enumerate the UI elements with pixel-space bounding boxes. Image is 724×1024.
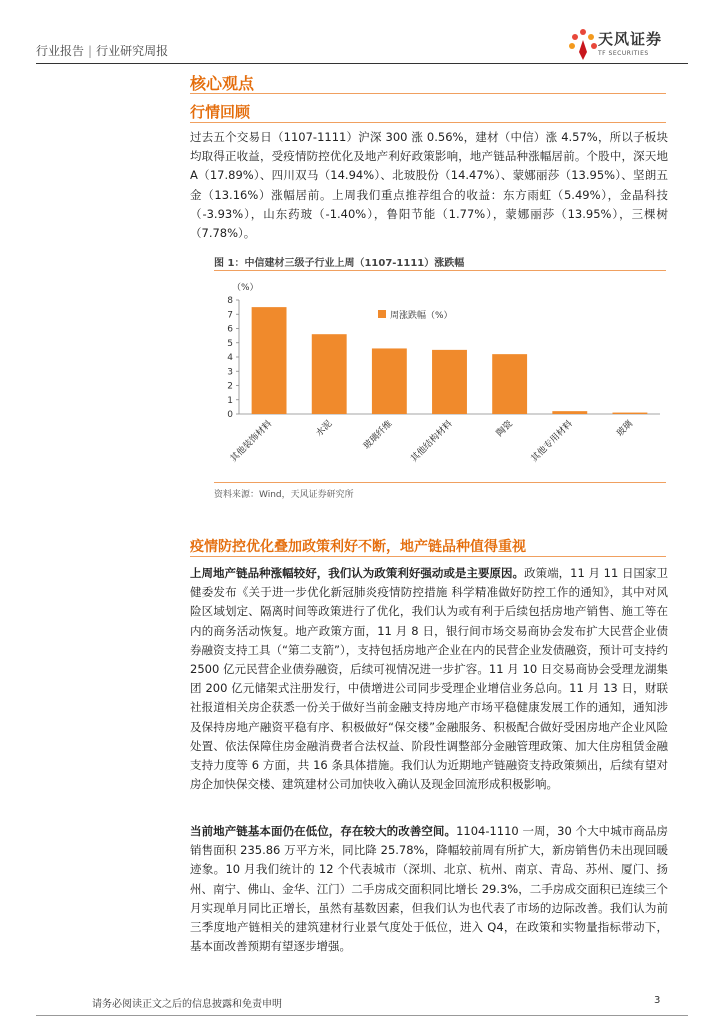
footer-disclaimer[interactable]: 请务必阅读正文之后的信息披露和免责申明 xyxy=(92,999,282,1010)
bar xyxy=(372,348,407,414)
y-tick-label: 7 xyxy=(227,310,233,321)
logo-mark-icon xyxy=(568,28,598,62)
bar xyxy=(552,411,587,414)
y-tick-label: 4 xyxy=(227,353,233,363)
fundamentals-lead: 当前地产链基本面仍在低位，存在较大的改善空间。 xyxy=(190,824,457,838)
policy-lead: 上周地产链品种涨幅较好，我们认为政策利好强动或是主要原因。 xyxy=(190,566,525,580)
header-right: 行业研究周报 xyxy=(96,44,169,58)
section-title: 疫情防控优化叠加政策利好不断，地产链品种值得重视 xyxy=(190,539,526,555)
policy-paragraph xyxy=(190,564,668,794)
chart-ylabel: （%） xyxy=(232,283,259,293)
bar xyxy=(432,350,467,414)
market-review-title: 行情回顾 xyxy=(190,103,251,121)
y-tick-label: 0 xyxy=(227,410,233,420)
header-left: 行业报告 xyxy=(36,44,85,58)
y-tick-label: 2 xyxy=(227,381,233,392)
y-tick-label: 5 xyxy=(227,338,233,349)
page-number: 3 xyxy=(654,995,661,1006)
bar xyxy=(492,354,527,414)
policy-body: 政策端，11 月 11 日国家卫健委发布《关于进一步优化新冠肺炎疫情防控措施 科学精准做好防控工作的通知》，其中对风险区域划定、隔离时间等政策进行了优化，我们认为或有利于后续包括房地产销售、施工等在内的商务活动恢复。地产政策方面，11 月 8 日，银行间市场交易商协会发布扩大民营企业债券融资支持工具（“第二支箭”），支持包括房地产企业在内的民营企业发债融资，预计可支持约 2500 亿元民营企业债券融资，后续可视情况进一步扩容。11 月 10 日交易商协会受理龙湖集团 200 亿元储架式注册发行，中债增进公司同步受理企业增信业务总向。11 月 13 日，财联社报道相关房企获悉一份关于做好当前金融支持房地产市场平稳健康发展工作的通知，通知涉及保持房地产融资平稳有序、积极做好“保交楼”金融服务、积极配合做好受困房地产企业风险处置、依法保障住房金融消费者合法权益、阶段性调整部分金融管理政策、加大住房租赁金融支持力度等 6 方面，共 16 条具体措施。我们认为近期地产链融资支持政策频出，后续有望对房企加快保交楼、建筑建材公司加快收入确认及现金回流形成积极影响。 xyxy=(190,566,669,792)
footer-rule xyxy=(36,1015,688,1016)
core-views-title: 核心观点 xyxy=(190,74,255,93)
figure-top-rule xyxy=(214,270,666,271)
report-header xyxy=(36,42,168,59)
core-title-rule xyxy=(190,93,666,94)
legend-swatch xyxy=(378,310,386,318)
y-tick-label: 6 xyxy=(227,324,233,335)
fundamentals-body: 1104-1110 一周，30 个大中城市商品房销售面积 235.86 万平方米，同比降 25.78%，降幅较前周有所扩大，新房销售仍未出现回暖迹象。10 月我们统计的 12 个代表城市（深圳、北京、杭州、南京、青岛、苏州、厦门、扬州、南宁、佛山、金华、江门）二手房成交面积同比增长 29.3%，二手房成交面积已连续三个月实现单月同比正增长，虽然有基数因素，但我们认为也代表了市场的边际改善。我们认为前三季度地产链相关的建筑建材行业景气度处于低位，进入 Q4，在政策和实物量指标带动下，基本面改善预期有望逐步增强。 xyxy=(190,824,668,954)
y-tick-label: 1 xyxy=(227,395,233,406)
bar xyxy=(612,413,647,414)
figure-bottom-rule xyxy=(214,482,666,483)
y-tick-label: 8 xyxy=(227,296,233,306)
review-title-rule xyxy=(190,122,666,123)
header-separator: | xyxy=(88,44,93,58)
logo-text-en: TF SECURITIES xyxy=(598,50,649,57)
fundamentals-paragraph xyxy=(190,822,668,956)
figure-title: 图 1：中信建材三级子行业上周（1107-1111）涨跌幅 xyxy=(214,258,465,269)
company-logo xyxy=(568,26,708,66)
x-tick-label: 玻璃纤维 xyxy=(361,419,395,452)
figure-source: 资料来源：Wind，天风证券研究所 xyxy=(214,490,354,500)
chart-legend: 周涨跌幅（%） xyxy=(390,311,453,321)
x-tick-label: 其他专用材料 xyxy=(529,419,575,465)
y-tick-label: 3 xyxy=(227,367,233,378)
section-title-rule xyxy=(190,556,666,557)
x-tick-label: 陶瓷 xyxy=(494,419,515,439)
market-review-paragraph: 过去五个交易日（1107-1111）沪深 300 涨 0.56%，建材（中信）涨 4.57%，所以子板块均取得正收益，受疫情防控优化及地产利好政策影响，地产链品种涨幅居前。个股中，深天地 A（17.89%）、四川双马（14.94%）、北玻股份（14.47%）、蒙娜丽莎（13.95%）、坚朗五金（13.16%）涨幅居前。上周我们重点推荐组合的收益：东方雨虹（5.49%），金晶科技（-3.93%），山东药玻（-1.40%），鲁阳节能（1.77%），蒙娜丽莎（13.95%），三棵树（7.78%）。 xyxy=(190,130,668,241)
x-tick-label: 水泥 xyxy=(314,419,335,439)
x-tick-label: 玻璃 xyxy=(615,419,636,439)
header-rule xyxy=(36,63,688,64)
bar-chart xyxy=(214,278,666,478)
x-tick-label: 其他装饰材料 xyxy=(228,419,275,465)
bar xyxy=(252,307,287,414)
bar xyxy=(312,334,347,414)
logo-text: 天风证券 xyxy=(598,30,663,48)
x-tick-label: 其他结构材料 xyxy=(409,419,455,465)
